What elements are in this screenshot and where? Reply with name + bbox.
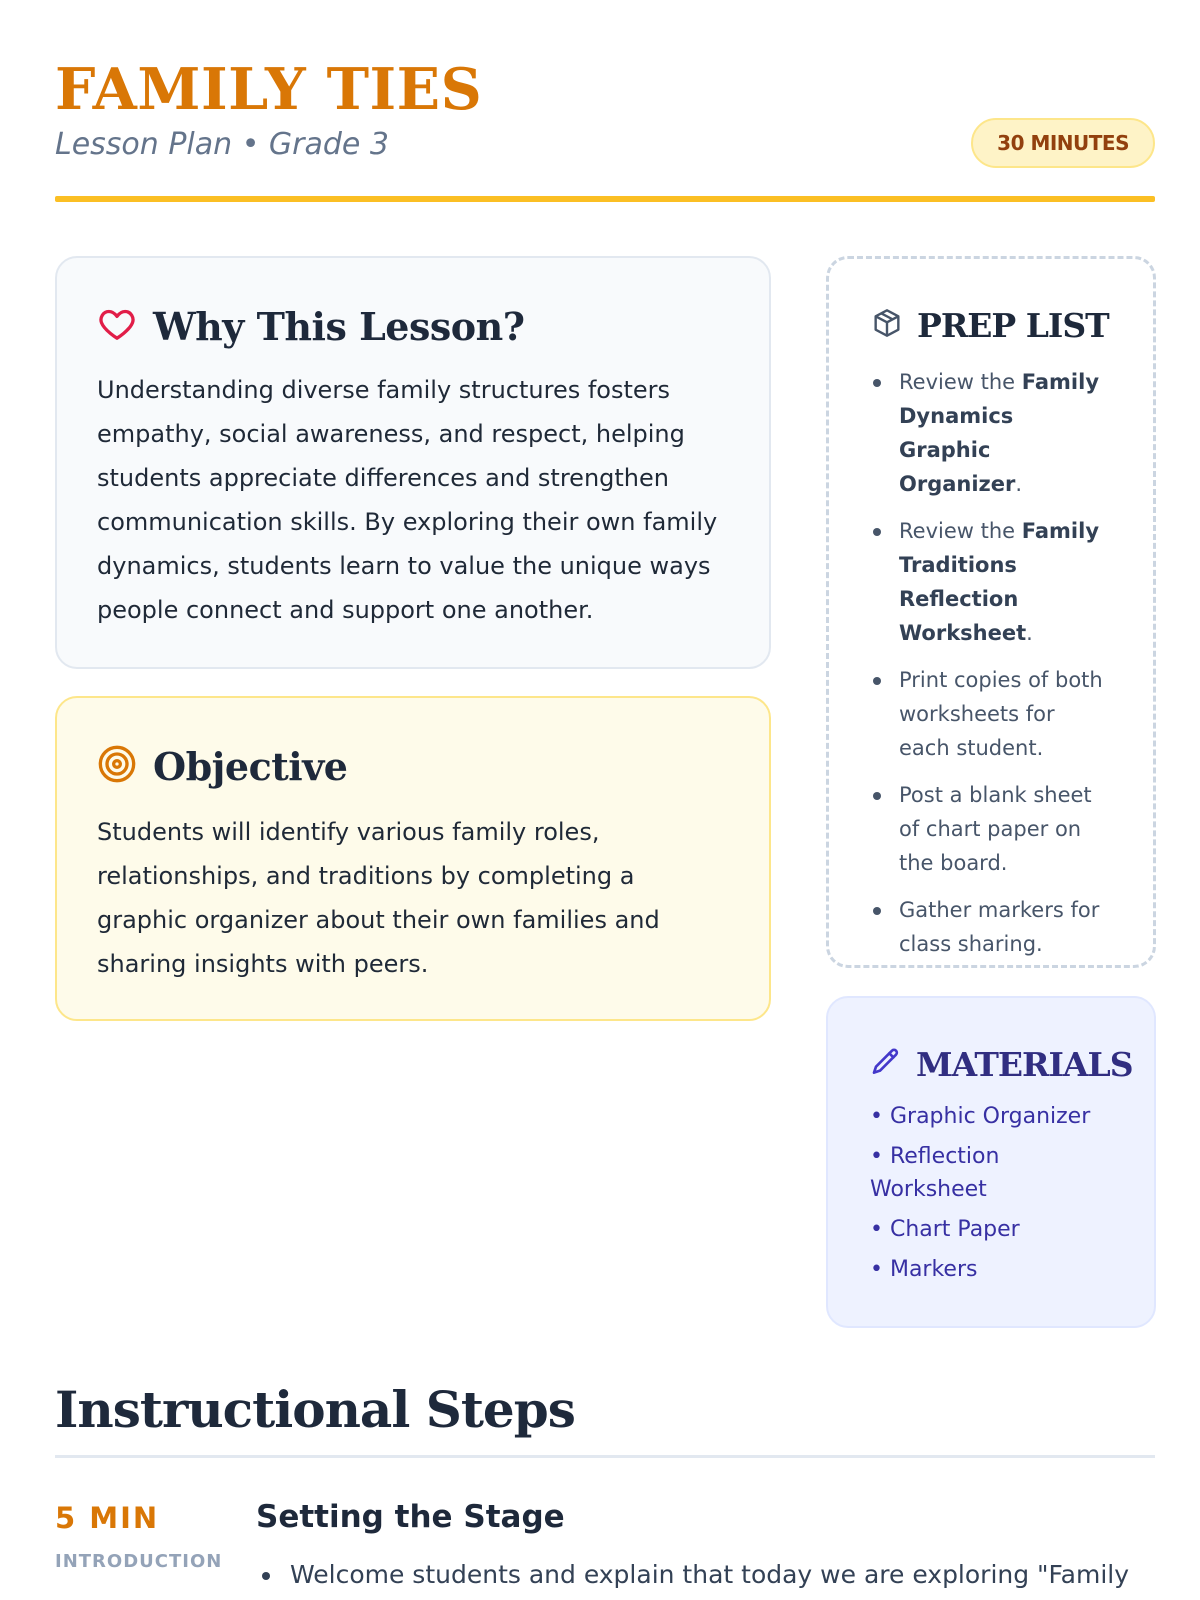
pencil-icon bbox=[870, 1046, 902, 1082]
why-title: Why This Lesson? bbox=[153, 303, 525, 349]
materials-heading bbox=[870, 1038, 1133, 1090]
objective-card bbox=[55, 696, 771, 1021]
why-body: Understanding diverse family structures fosters empathy, social awareness, and respect, helping students appreciate differences and strengthen communication skills. By exploring their own family dynamics, students learn to value the unique ways people connect and support one another. bbox=[97, 376, 718, 624]
why-heading bbox=[97, 296, 729, 356]
step-bullet: Welcome students and explain that today we are exploring "Family bbox=[256, 1557, 1156, 1593]
prep-list-card bbox=[826, 256, 1156, 968]
why-this-lesson-card bbox=[55, 256, 771, 669]
target-icon bbox=[97, 744, 137, 788]
lesson-header bbox=[55, 55, 1155, 165]
prep-item: Post a blank sheet of chart paper on the board. bbox=[871, 778, 1111, 880]
prep-item: Print copies of both worksheets for each student. bbox=[871, 663, 1111, 765]
step-title: Setting the Stage bbox=[256, 1499, 565, 1535]
prep-item: Gather markers for class sharing. bbox=[871, 893, 1111, 961]
step-phase: INTRODUCTION bbox=[55, 1551, 223, 1572]
instructional-steps-title: Instructional Steps bbox=[55, 1380, 575, 1439]
objective-heading bbox=[97, 736, 729, 796]
duration-badge: 30 MINUTES bbox=[971, 118, 1155, 168]
step-duration: 5 MIN bbox=[55, 1501, 160, 1535]
materials-item: • Reflection Worksheet bbox=[870, 1144, 1000, 1202]
materials-title: MATERIALS bbox=[916, 1044, 1133, 1084]
objective-body: Students will identify various family roles, relationships, and traditions by completing a graphic organizer about their own families and sharing insights with peers. bbox=[97, 818, 660, 978]
steps-divider bbox=[55, 1455, 1155, 1458]
materials-item: • Markers bbox=[870, 1257, 978, 1282]
objective-title: Objective bbox=[153, 743, 348, 789]
step-bullets bbox=[256, 1557, 1156, 1593]
prep-item: Review the Family Traditions Reflection Worksheet. bbox=[871, 514, 1111, 650]
lesson-subtitle: Lesson Plan • Grade 3 bbox=[55, 127, 390, 162]
lesson-title: FAMILY TIES bbox=[55, 56, 483, 123]
materials-card bbox=[826, 996, 1156, 1328]
prep-heading bbox=[871, 299, 1111, 351]
materials-item: • Chart Paper bbox=[870, 1217, 1020, 1242]
heart-icon bbox=[97, 304, 137, 348]
materials-items bbox=[870, 1100, 1112, 1286]
box-icon bbox=[871, 307, 903, 343]
header-divider bbox=[55, 196, 1155, 202]
prep-title: PREP LIST bbox=[917, 305, 1109, 345]
prep-item: Review the Family Dynamics Graphic Organizer. bbox=[871, 365, 1111, 501]
materials-item: • Graphic Organizer bbox=[870, 1104, 1091, 1129]
prep-items bbox=[871, 365, 1111, 961]
